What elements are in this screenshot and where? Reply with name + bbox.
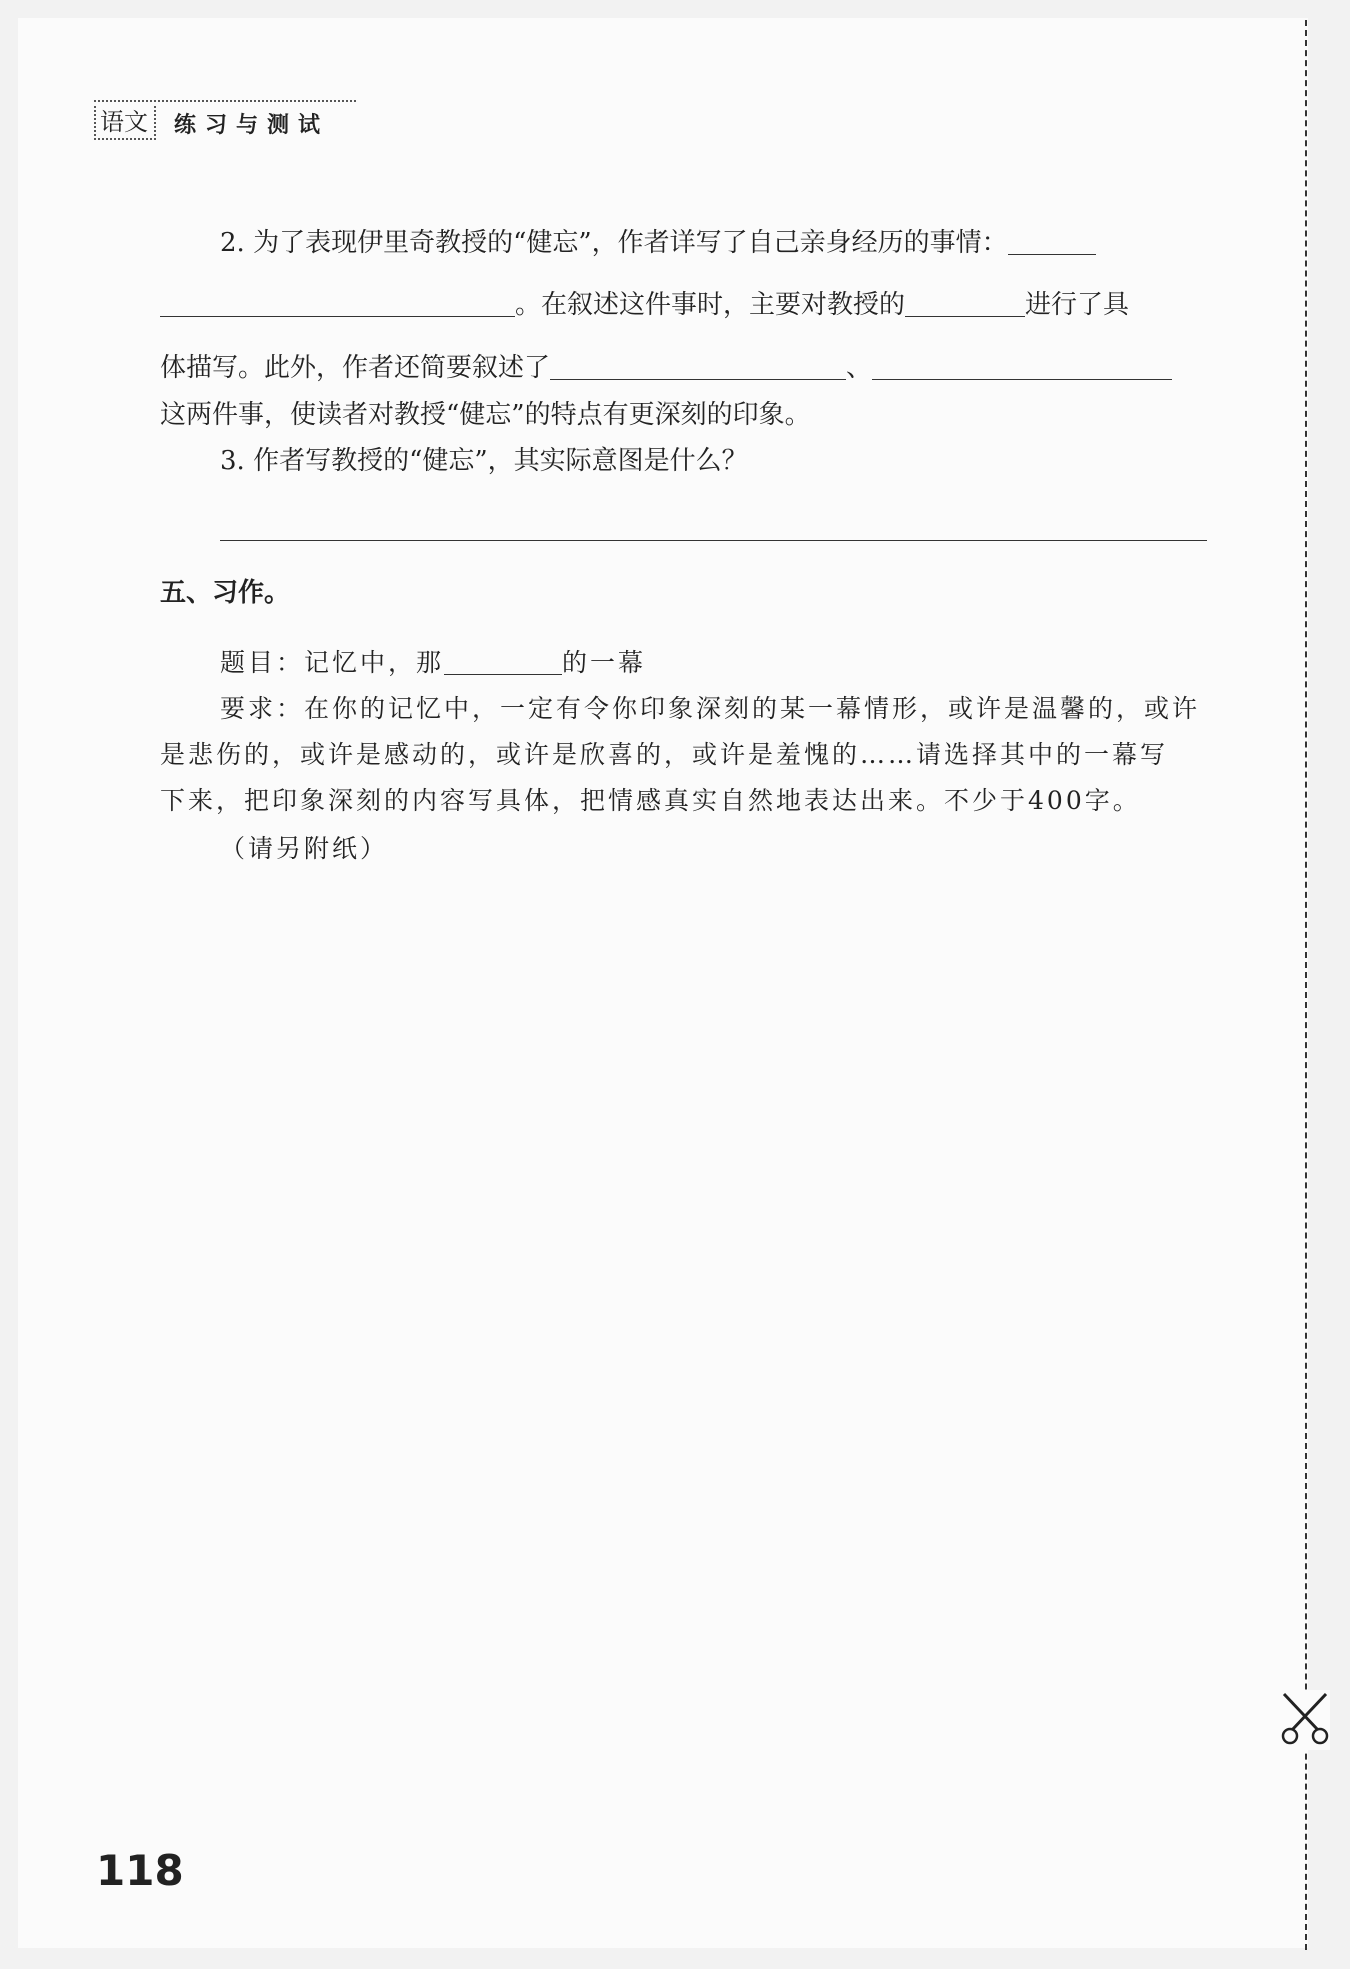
q2-line-1 — [220, 226, 1096, 260]
essay-requirement-3: 下来，把印象深刻的内容写具体，把情感真实自然地表达出来。不少于400字。 — [160, 786, 1141, 815]
essay-topic-blank[interactable] — [444, 646, 562, 675]
q2-text-1: 2. 为了表现伊里奇教授的“健忘”，作者详写了自己亲身经历的事情： — [220, 228, 1008, 258]
q3-answer-line[interactable] — [220, 540, 1207, 541]
q2-blank-1[interactable] — [1008, 226, 1096, 255]
q2-line-4 — [160, 398, 811, 432]
book-title: 练习与测试 — [174, 113, 330, 138]
q2-blank-1-cont[interactable] — [160, 288, 515, 317]
cut-line — [1305, 20, 1307, 1950]
q2-text-5: 这两件事，使读者对教授“健忘”的特点有更深刻的印象。 — [160, 400, 811, 430]
q2-line-2 — [160, 288, 1129, 322]
q2-separator: 、 — [846, 353, 873, 383]
page-header — [94, 100, 356, 144]
essay-requirement-2: 是悲伤的，或许是感动的，或许是欣喜的，或许是羞愧的……请选择其中的一幕写 — [160, 740, 1169, 769]
q3-text: 3. 作者写教授的“健忘”，其实际意图是什么？ — [220, 446, 748, 476]
essay-topic-end: 的一幕 — [562, 648, 647, 677]
page-number: 118 — [96, 1846, 184, 1895]
q2-text-4: 体描写。此外，作者还简要叙述了 — [160, 353, 551, 383]
essay-topic-start: 题目：记忆中，那 — [220, 648, 445, 677]
q2-blank-2[interactable] — [905, 288, 1025, 317]
essay-requirement-1: 要求：在你的记忆中，一定有令你印象深刻的某一幕情形，或许是温馨的，或许 — [220, 694, 1201, 723]
q2-blank-4[interactable] — [872, 351, 1172, 380]
essay-topic — [220, 646, 646, 680]
essay-note: （请另附纸） — [220, 834, 389, 863]
q2-line-3 — [160, 351, 1172, 385]
scissors-icon — [1280, 1690, 1330, 1750]
q2-text-2: 。在叙述这件事时，主要对教授的 — [515, 290, 906, 320]
subject-label: 语文 — [94, 106, 156, 140]
q3-line — [220, 444, 748, 478]
section-5-title: 五、习作。 — [160, 578, 291, 608]
q2-blank-3[interactable] — [550, 351, 846, 380]
q2-text-3: 进行了具 — [1025, 290, 1130, 320]
